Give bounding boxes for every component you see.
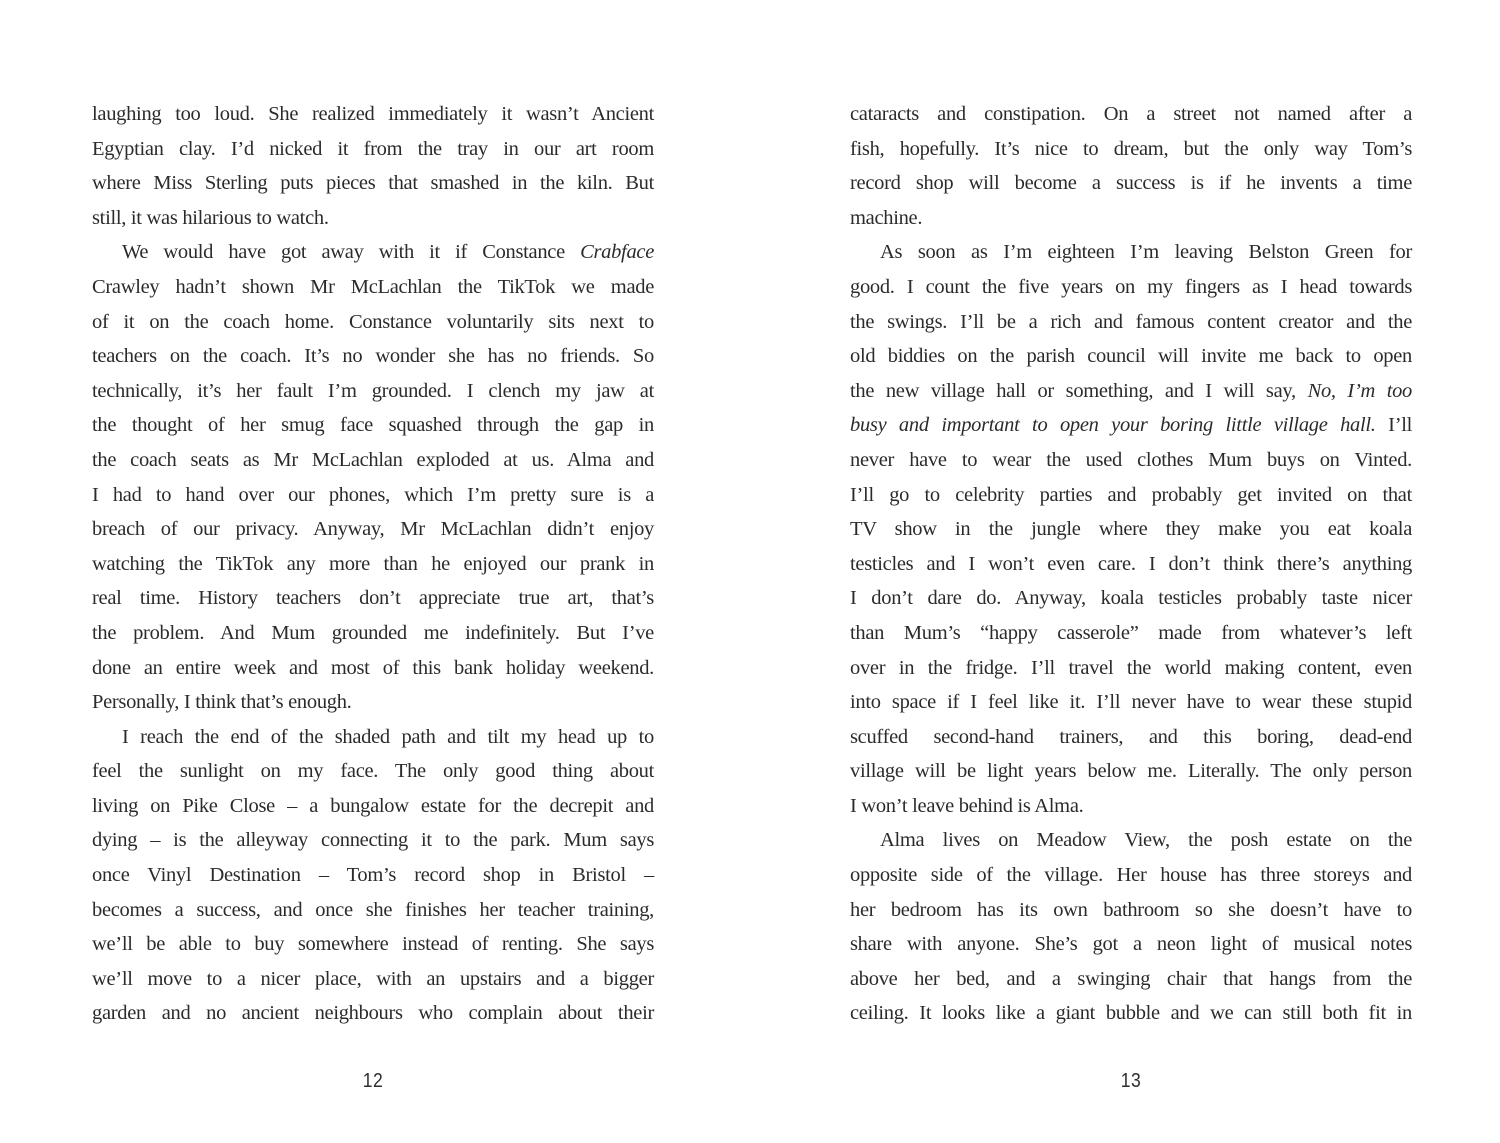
left-page-text: [92, 97, 654, 1031]
right-page-number: 13: [1120, 1070, 1142, 1092]
text-line: the swings. I’ll be a rich and famous content creator and the: [850, 310, 1412, 333]
text-line: Personally, I think that’s enough.: [92, 691, 352, 714]
text-line: testicles and I won’t even care. I don’t think there’s anything: [850, 552, 1412, 575]
text-line: Crawley hadn’t shown Mr McLachlan the TikTok we made: [92, 275, 654, 298]
text-line: dying – is the alleyway connecting it to the park. Mum says: [92, 829, 654, 852]
text-line: busy and important to open your boring little village hall. I’ll: [850, 414, 1413, 437]
text-line: we’ll be able to buy somewhere instead of renting. She says: [92, 933, 654, 956]
text-line: the coach seats as Mr McLachlan exploded at us. Alma and: [92, 448, 654, 471]
right-page: [850, 0, 1412, 1143]
text-line: real time. History teachers don’t appreciate true art, that’s: [92, 587, 654, 610]
text-line: share with anyone. She’s got a neon light of musical notes: [850, 933, 1412, 956]
text-line: fish, hopefully. It’s nice to dream, but the only way Tom’s: [850, 137, 1412, 160]
text-line: where Miss Sterling puts pieces that smashed in the kiln. But: [92, 172, 654, 195]
text-line: the problem. And Mum grounded me indefinitely. But I’ve: [92, 621, 654, 644]
text-line: teachers on the coach. It’s no wonder she has no friends. So: [92, 345, 654, 368]
text-line: we’ll move to a nicer place, with an upstairs and a bigger: [92, 967, 654, 990]
text-line: breach of our privacy. Anyway, Mr McLachlan didn’t enjoy: [92, 518, 654, 541]
text-line: over in the fridge. I’ll travel the world making content, even: [850, 656, 1412, 679]
text-line: the thought of her smug face squashed through the gap in: [92, 414, 654, 437]
text-line: Alma lives on Meadow View, the posh estate on the: [880, 829, 1412, 852]
text-line: still, it was hilarious to watch.: [92, 206, 329, 229]
text-line: laughing too loud. She realized immediately it wasn’t Ancient: [92, 103, 654, 125]
text-line: village will be light years below me. Literally. The only person: [850, 760, 1412, 783]
text-line: of it on the coach home. Constance voluntarily sits next to: [92, 310, 654, 333]
text-line: Egyptian clay. I’d nicked it from the tray in our art room: [92, 137, 654, 160]
text-line: ceiling. It looks like a giant bubble and we can still both fit in: [850, 1002, 1412, 1025]
text-line: We would have got away with it if Constance Crabface: [122, 241, 654, 264]
text-line: watching the TikTok any more than he enjoyed our prank in: [92, 552, 654, 575]
text-line: into space if I feel like it. I’ll never have to wear these stupid: [850, 691, 1412, 714]
text-line: As soon as I’m eighteen I’m leaving Belston Green for: [880, 241, 1412, 264]
text-line: never have to wear the used clothes Mum buys on Vinted.: [850, 448, 1412, 471]
text-line: the new village hall or something, and I will say, No, I’m too: [850, 379, 1412, 402]
text-line: I don’t dare do. Anyway, koala testicles probably taste nicer: [850, 587, 1412, 610]
text-line: feel the sunlight on my face. The only good thing about: [92, 760, 654, 783]
text-line: I reach the end of the shaded path and tilt my head up to: [122, 725, 654, 748]
text-line: record shop will become a success is if he invents a time: [850, 172, 1412, 195]
left-page: [92, 0, 654, 1143]
text-line: garden and no ancient neighbours who complain about their: [92, 1002, 654, 1025]
text-line: machine.: [850, 206, 923, 229]
text-line: becomes a success, and once she finishes her teacher training,: [92, 898, 654, 921]
text-line: TV show in the jungle where they make you eat koala: [850, 518, 1412, 541]
text-line: I won’t leave behind is Alma.: [850, 794, 1084, 817]
text-line: I’ll go to celebrity parties and probably get invited on that: [850, 483, 1412, 506]
text-line: her bedroom has its own bathroom so she doesn’t have to: [850, 898, 1412, 921]
text-line: above her bed, and a swinging chair that hangs from the: [850, 967, 1412, 990]
text-line: cataracts and constipation. On a street not named after a: [850, 103, 1412, 125]
text-line: opposite side of the village. Her house has three storeys and: [850, 864, 1412, 887]
text-line: living on Pike Close – a bungalow estate for the decrepit and: [92, 794, 654, 817]
left-page-number: 12: [362, 1070, 384, 1092]
text-line: old biddies on the parish council will invite me back to open: [850, 345, 1412, 368]
text-line: scuffed second-hand trainers, and this boring, dead-end: [850, 725, 1412, 748]
text-line: I had to hand over our phones, which I’m pretty sure is a: [92, 483, 654, 506]
text-line: than Mum’s “happy casserole” made from whatever’s left: [850, 621, 1412, 644]
right-page-text: [850, 97, 1412, 1031]
text-line: good. I count the five years on my fingers as I head towards: [850, 275, 1412, 298]
text-line: done an entire week and most of this bank holiday weekend.: [92, 656, 654, 679]
text-line: once Vinyl Destination – Tom’s record shop in Bristol –: [92, 864, 654, 887]
text-line: technically, it’s her fault I’m grounded. I clench my jaw at: [92, 379, 654, 402]
